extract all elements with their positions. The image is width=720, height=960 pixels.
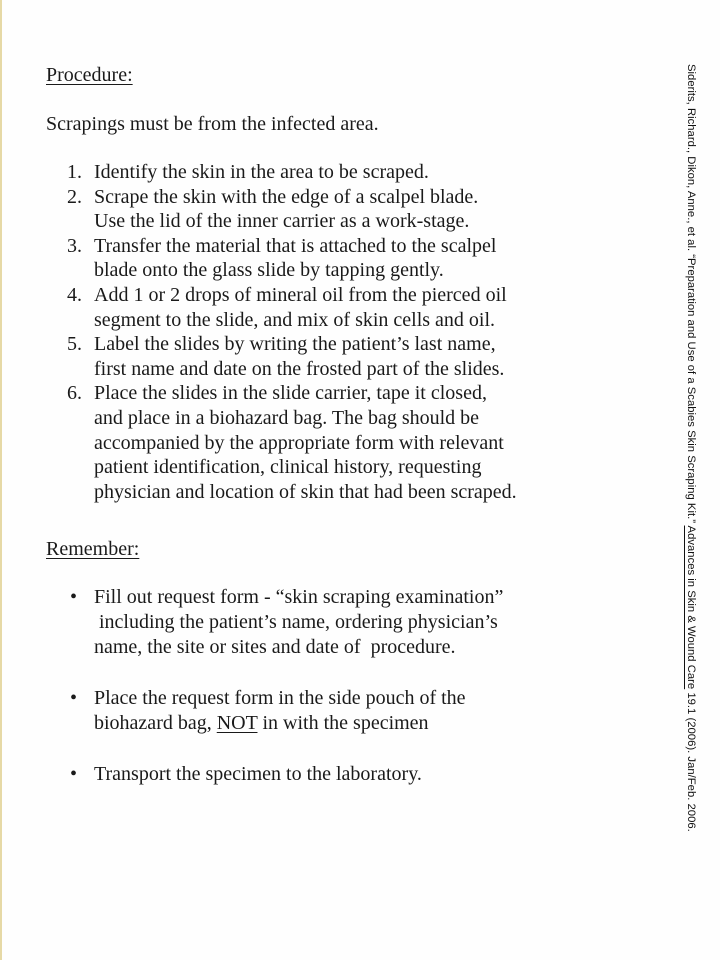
page-edge: [0, 0, 2, 960]
bullet-icon: •: [70, 586, 78, 608]
procedure-heading: Procedure:: [46, 64, 133, 86]
procedure-step: [67, 234, 574, 283]
procedure-step: [67, 283, 574, 332]
step-text-line: segment to the slide, and mix of skin cells and oil.: [94, 308, 496, 331]
step-text-line: blade onto the glass slide by tapping gently.: [94, 259, 444, 282]
procedure-step: [67, 332, 574, 381]
step-text-line: accompanied by the appropriate form with relevant: [94, 431, 504, 454]
procedure-steps: [67, 160, 574, 504]
vertical-citation: [682, 64, 700, 886]
remember-bullets: [70, 585, 554, 787]
remember-bullet: [70, 762, 554, 787]
step-text-line: first name and date on the frosted part of the slides.: [94, 357, 505, 380]
bullet-text-line: including the patient’s name, ordering physician’s: [94, 611, 498, 633]
procedure-intro: Scrapings must be from the infected area.: [46, 113, 379, 135]
bullet-text-line: name, the site or sites and date of procedure.: [94, 636, 456, 658]
step-number: 6.: [67, 382, 82, 405]
bullet-icon: •: [70, 763, 78, 785]
remember-bullet: [70, 686, 554, 736]
bullet-icon: •: [70, 687, 78, 709]
step-text-line: Place the slides in the slide carrier, tape it closed,: [94, 382, 487, 405]
citation-authors-title: Siderits, Richard., Dikon, Anne., et al. “Preparation and Use of a Scabies Skin Scraping Kit.”: [685, 64, 697, 526]
step-text-line: and place in a biohazard bag. The bag should be: [94, 406, 480, 429]
step-text-line: patient identification, clinical history, requesting: [94, 456, 482, 479]
bullet-text-line: [94, 711, 554, 736]
procedure-step: [67, 160, 574, 185]
step-text-line: Add 1 or 2 drops of mineral oil from the pierced oil: [94, 283, 507, 306]
procedure-step: [67, 381, 574, 504]
bullet-text-segment: in with the specimen: [257, 712, 429, 734]
bullet-text-line: Fill out request form - “skin scraping examination”: [94, 586, 504, 608]
emphasis-not: NOT: [216, 712, 258, 734]
step-number: 2.: [67, 185, 82, 208]
step-number: 3.: [67, 234, 82, 257]
step-text-line: Transfer the material that is attached to the scalpel: [94, 234, 497, 257]
step-text-line: Scrape the skin with the edge of a scalpel blade.: [94, 185, 479, 208]
remember-bullet: [70, 585, 554, 660]
procedure-step: [67, 185, 574, 234]
citation-journal: Advances in Skin & Wound Care: [685, 525, 697, 690]
step-number: 5.: [67, 333, 82, 356]
citation-issue-date: 19.1 (2006). Jan/Feb. 2006.: [685, 689, 697, 832]
remember-heading: Remember:: [46, 538, 140, 560]
step-number: 4.: [67, 283, 82, 306]
bullet-text-line: Place the request form in the side pouch of the: [94, 687, 466, 709]
step-text-line: Label the slides by writing the patient’s last name,: [94, 333, 496, 356]
step-text-line: Identify the skin in the area to be scraped.: [94, 161, 429, 183]
step-text-line: Use the lid of the inner carrier as a work-stage.: [94, 210, 470, 233]
step-text-line: physician and location of skin that had been scraped.: [94, 480, 517, 503]
bullet-text-segment: biohazard bag,: [94, 712, 217, 734]
bullet-text-line: Transport the specimen to the laboratory.: [94, 763, 422, 785]
step-number: 1.: [67, 161, 82, 183]
